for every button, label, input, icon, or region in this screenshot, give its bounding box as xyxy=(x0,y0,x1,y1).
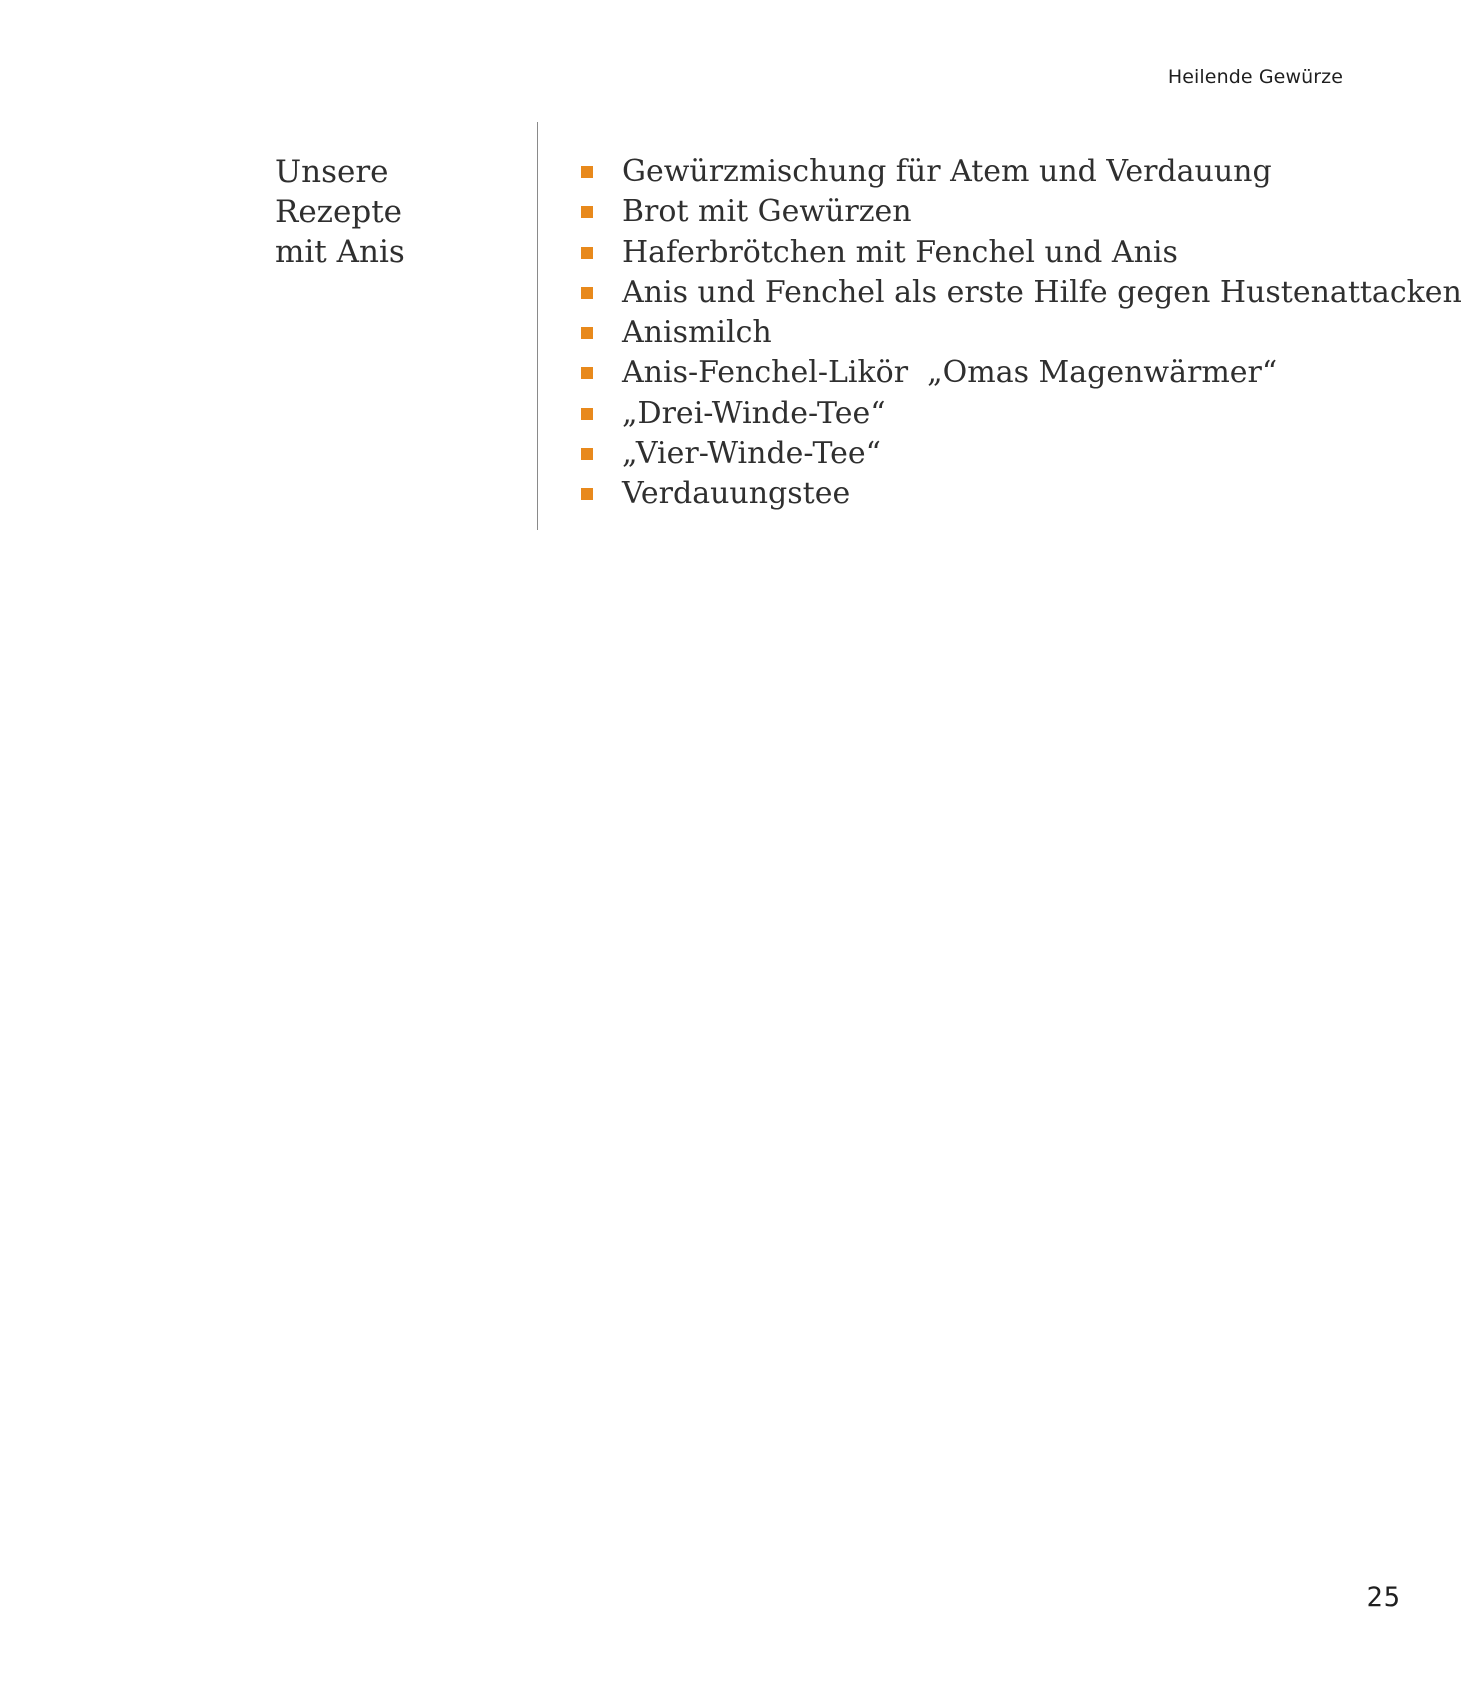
recipe-title: Anis und Fenchel als erste Hilfe gegen Hustenattacken xyxy=(622,274,1462,310)
section-label-line-2: mit Anis xyxy=(275,234,405,270)
square-bullet-icon xyxy=(581,206,593,218)
recipe-title: Anis-Fenchel-Likör „Omas Magenwärmer“ xyxy=(622,355,1278,391)
square-bullet-icon xyxy=(581,327,593,339)
recipe-list-item xyxy=(580,434,1430,474)
recipe-title: Verdauungstee xyxy=(622,476,851,512)
running-header: Heilende Gewürze xyxy=(1167,66,1343,88)
square-bullet-icon xyxy=(581,408,593,420)
recipe-title: Brot mit Gewürzen xyxy=(622,194,912,230)
recipe-list xyxy=(580,152,1462,515)
section-label-line-1: Unsere Rezepte xyxy=(275,154,403,230)
recipe-list-item xyxy=(580,152,1430,192)
square-bullet-icon xyxy=(581,488,593,500)
page-number: 25 xyxy=(1366,1582,1401,1613)
recipe-title: „Drei-Winde-Tee“ xyxy=(622,395,886,431)
square-bullet-icon xyxy=(581,247,593,259)
recipe-list-item xyxy=(580,474,1430,514)
square-bullet-icon xyxy=(581,287,593,299)
recipe-list-item xyxy=(580,394,1430,434)
recipe-list-item xyxy=(580,273,1462,313)
recipe-title: Anismilch xyxy=(622,315,772,351)
recipe-list-item xyxy=(580,192,1430,232)
recipe-list-item xyxy=(580,233,1430,273)
square-bullet-icon xyxy=(581,448,593,460)
section-label xyxy=(275,152,525,272)
vertical-divider xyxy=(537,122,538,530)
square-bullet-icon xyxy=(581,166,593,178)
recipe-section xyxy=(0,122,1477,532)
recipe-list-item xyxy=(580,353,1430,393)
recipe-title: „Vier-Winde-Tee“ xyxy=(622,436,881,472)
recipe-list-item xyxy=(580,313,1430,353)
recipe-title: Gewürzmischung für Atem und Verdauung xyxy=(622,154,1272,189)
square-bullet-icon xyxy=(581,367,593,379)
recipe-title: Haferbrötchen mit Fenchel und Anis xyxy=(622,234,1178,270)
